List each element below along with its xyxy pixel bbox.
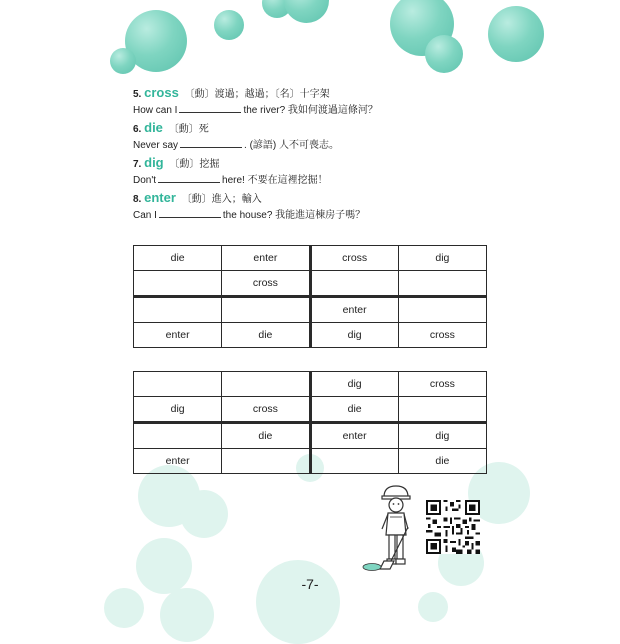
- grid-cell[interactable]: enter: [310, 423, 398, 449]
- grid-cell[interactable]: cross: [310, 246, 398, 271]
- fill-blank[interactable]: [159, 208, 221, 218]
- grid-cell[interactable]: cross: [398, 372, 486, 397]
- grid-cell[interactable]: die: [134, 246, 222, 271]
- bubble-decoration: [180, 490, 228, 538]
- grid-cell[interactable]: [310, 449, 398, 474]
- example-end: here! 不要在這裡挖掘！: [222, 174, 328, 186]
- entry-word: enter: [144, 190, 176, 205]
- grid-cell[interactable]: [398, 397, 486, 423]
- grid-cell[interactable]: [398, 271, 486, 297]
- fill-blank[interactable]: [158, 173, 220, 183]
- entry-number: 8.: [133, 194, 142, 205]
- grid-cell[interactable]: die: [398, 449, 486, 474]
- example-start: Don't: [133, 174, 157, 186]
- entry-header: [133, 154, 513, 172]
- grid-cell[interactable]: [222, 449, 310, 474]
- grid-row: [134, 271, 487, 297]
- entry-definition: 〔動〕進入；輸入: [181, 194, 262, 205]
- grid-cell[interactable]: cross: [398, 323, 486, 348]
- vocabulary-entries: [133, 84, 513, 224]
- sudoku-grid-1: [133, 245, 487, 348]
- qr-code-icon[interactable]: [426, 500, 480, 554]
- grid-row: [134, 423, 487, 449]
- grid-row: [134, 397, 487, 423]
- grid-row: [134, 372, 487, 397]
- entry-word: die: [144, 120, 163, 135]
- grid-cell[interactable]: enter: [134, 449, 222, 474]
- entry-number: 7.: [133, 159, 142, 170]
- entry-definition: 〔動〕挖掘: [169, 159, 220, 170]
- grid-cell[interactable]: cross: [222, 271, 310, 297]
- grid-cell[interactable]: die: [222, 323, 310, 348]
- grid-row: [134, 246, 487, 271]
- grid-cell[interactable]: [310, 271, 398, 297]
- grid-cell[interactable]: [398, 297, 486, 323]
- grid-cell[interactable]: [134, 372, 222, 397]
- bubble-decoration: [425, 35, 463, 73]
- example-start: How can I: [133, 104, 178, 116]
- bubble-decoration: [418, 592, 448, 622]
- grid-cell[interactable]: dig: [310, 372, 398, 397]
- grid-cell[interactable]: cross: [222, 397, 310, 423]
- example-end: . (諺語) 人不可喪志。: [244, 139, 340, 151]
- example-start: Never say: [133, 139, 179, 151]
- bubble-decoration: [160, 588, 214, 642]
- grid-row: [134, 323, 487, 348]
- entry-definition: 〔動〕渡過；越過；〔名〕十字架: [184, 89, 330, 100]
- bubble-decoration: [104, 588, 144, 628]
- sudoku-grid-2: [133, 371, 487, 474]
- entry-definition: 〔動〕死: [168, 124, 209, 135]
- bubble-decoration: [488, 6, 544, 62]
- grid-cell[interactable]: dig: [134, 397, 222, 423]
- entry-example: [133, 207, 513, 225]
- grid-cell[interactable]: [222, 372, 310, 397]
- entry-header: [133, 84, 513, 102]
- page-number: -7-: [301, 576, 319, 592]
- construction-worker-illustration: [360, 483, 422, 571]
- entry-word: dig: [144, 155, 164, 170]
- bubble-decoration: [256, 560, 340, 644]
- grid-row: [134, 449, 487, 474]
- grid-row: [134, 297, 487, 323]
- grid-cell[interactable]: enter: [222, 246, 310, 271]
- grid-cell[interactable]: [134, 271, 222, 297]
- grid-cell[interactable]: dig: [310, 323, 398, 348]
- entry-number: 5.: [133, 89, 142, 100]
- bubble-decoration: [284, 0, 329, 23]
- entry-number: 6.: [133, 124, 142, 135]
- entry-header: [133, 119, 513, 137]
- fill-blank[interactable]: [180, 138, 242, 148]
- entry-example: [133, 137, 513, 155]
- example-end: the house? 我能進這棟房子嗎？: [222, 209, 366, 221]
- entry-word: cross: [144, 85, 179, 100]
- bubble-decoration: [110, 48, 136, 74]
- entry-header: [133, 189, 513, 207]
- entry-example: [133, 172, 513, 190]
- fill-blank[interactable]: [179, 103, 241, 113]
- grid-cell[interactable]: [134, 423, 222, 449]
- grid-cell[interactable]: dig: [398, 246, 486, 271]
- grid-cell[interactable]: [134, 297, 222, 323]
- grid-cell[interactable]: [222, 297, 310, 323]
- grid-cell[interactable]: dig: [398, 423, 486, 449]
- entry-example: [133, 102, 513, 120]
- bubble-decoration: [214, 10, 244, 40]
- grid-cell[interactable]: enter: [134, 323, 222, 348]
- grid-cell[interactable]: enter: [310, 297, 398, 323]
- grid-cell[interactable]: die: [222, 423, 310, 449]
- example-start: Can I: [133, 209, 157, 221]
- grid-cell[interactable]: die: [310, 397, 398, 423]
- example-end: the river? 我如何渡過這條河？: [243, 104, 378, 116]
